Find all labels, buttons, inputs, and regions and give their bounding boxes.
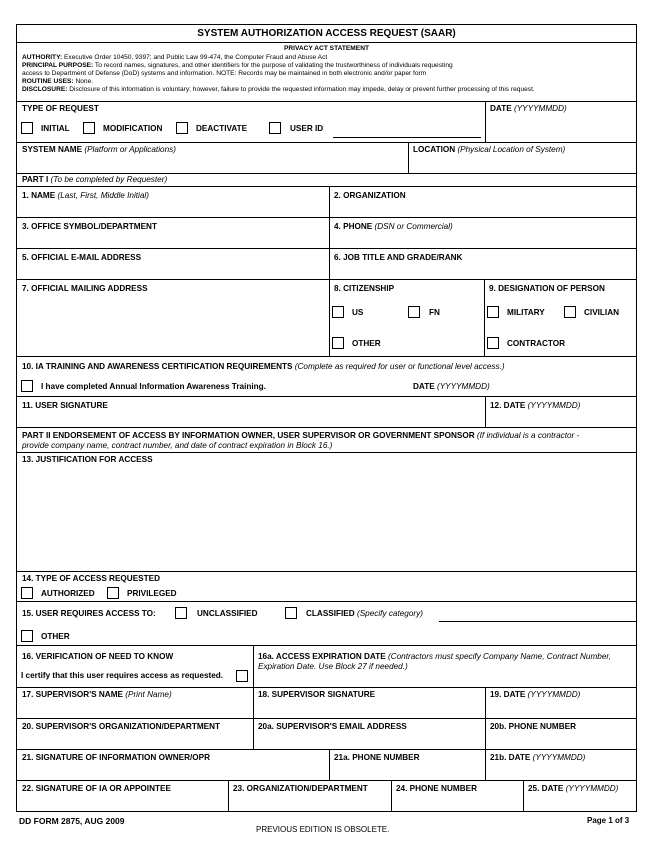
access-type-label: 14. TYPE OF ACCESS REQUESTED bbox=[22, 574, 161, 583]
deactivate-label: DEACTIVATE bbox=[196, 124, 248, 133]
signature-date-label: 12. DATE (YYYYMMDD) bbox=[490, 401, 581, 410]
privacy-heading: PRIVACY ACT STATEMENT bbox=[284, 45, 369, 52]
owner-phone-label: 21a. PHONE NUMBER bbox=[334, 753, 420, 762]
civilian-checkbox[interactable] bbox=[564, 306, 576, 318]
mailing-address-label: 7. OFFICIAL MAILING ADDRESS bbox=[22, 284, 148, 293]
contractor-label: CONTRACTOR bbox=[507, 339, 566, 348]
privileged-label: PRIVILEGED bbox=[127, 589, 177, 598]
part1-header: PART I (To be completed by Requester) bbox=[22, 175, 168, 184]
military-checkbox[interactable] bbox=[487, 306, 499, 318]
supervisor-signature-label: 18. SUPERVISOR SIGNATURE bbox=[258, 690, 376, 699]
citizenship-label: 8. CITIZENSHIP bbox=[334, 284, 395, 293]
user-id-checkbox[interactable] bbox=[269, 122, 281, 134]
ia-organization-label: 23. ORGANIZATION/DEPARTMENT bbox=[233, 784, 368, 793]
supervisor-org-label: 20. SUPERVISOR'S ORGANIZATION/DEPARTMENT bbox=[22, 722, 221, 731]
requires-access-label: 15. USER REQUIRES ACCESS TO: bbox=[22, 609, 156, 618]
page-number: Page 1 of 3 bbox=[587, 816, 630, 825]
modification-checkbox[interactable] bbox=[83, 122, 95, 134]
privileged-checkbox[interactable] bbox=[107, 587, 119, 599]
expiration-label: 16a. ACCESS EXPIRATION DATE (Contractors must specify Company Name, Contract Number, bbox=[258, 652, 611, 661]
form-title: SYSTEM AUTHORIZATION ACCESS REQUEST (SAAR) bbox=[197, 28, 456, 39]
supervisor-email-label: 20a. SUPERVISOR'S EMAIL ADDRESS bbox=[258, 722, 407, 731]
office-symbol-label: 3. OFFICE SYMBOL/DEPARTMENT bbox=[22, 222, 157, 231]
purpose-line-2: access to Department of Defense (DoD) systems and information. NOTE: Records may be maintained in both electronic and/or paper form bbox=[22, 70, 427, 77]
classified-category-field[interactable] bbox=[439, 621, 636, 622]
owner-date-label: 21b. DATE (YYYYMMDD) bbox=[490, 753, 586, 762]
verification-statement: I certify that this user requires access as requested. bbox=[21, 671, 224, 680]
citizenship-other-label: OTHER bbox=[352, 339, 381, 348]
verification-label: 16. VERIFICATION OF NEED TO KNOW bbox=[22, 652, 174, 661]
ia-date-label: DATE (YYYYMMDD) bbox=[413, 382, 490, 391]
civilian-label: CIVILIAN bbox=[584, 308, 620, 317]
phone-label: 4. PHONE (DSN or Commercial) bbox=[334, 222, 453, 231]
unclassified-checkbox[interactable] bbox=[175, 607, 187, 619]
disclosure-line: DISCLOSURE: Disclosure of this information is voluntary; however, failure to provide the requested information may impede, delay or prevent further processing of this request. bbox=[22, 86, 535, 93]
authority-line: AUTHORITY: Executive Order 10450, 9397; and Public Law 99-474, the Computer Fraud and Abuse Act bbox=[22, 54, 328, 61]
system-name-label: SYSTEM NAME (Platform or Applications) bbox=[22, 145, 176, 154]
classified-label: CLASSIFIED (Specify category) bbox=[306, 609, 423, 618]
form-id: DD FORM 2875, AUG 2009 bbox=[19, 816, 125, 826]
ia-training-checkbox[interactable] bbox=[21, 380, 33, 392]
purpose-line: PRINCIPAL PURPOSE: To record names, signatures, and other identifiers for the purpose of validating the trustworthiness of individuals requesting bbox=[22, 62, 453, 69]
citizenship-us-checkbox[interactable] bbox=[332, 306, 344, 318]
classified-checkbox[interactable] bbox=[285, 607, 297, 619]
military-label: MILITARY bbox=[507, 308, 545, 317]
part2-header-line2: provide company name, contract number, and date of contract expiration in Block 16.) bbox=[22, 441, 333, 450]
other-access-label: OTHER bbox=[41, 632, 70, 641]
type-of-request-label: TYPE OF REQUEST bbox=[22, 104, 99, 113]
expiration-hint: Expiration Date. Use Block 27 if needed.) bbox=[258, 662, 408, 671]
ia-training-statement: I have completed Annual Information Awareness Training. bbox=[41, 382, 266, 391]
ia-training-label: 10. IA TRAINING AND AWARENESS CERTIFICATION REQUIREMENTS (Complete as required for user or functional level access.) bbox=[22, 362, 505, 371]
authorized-checkbox[interactable] bbox=[21, 587, 33, 599]
organization-label: 2. ORGANIZATION bbox=[334, 191, 406, 200]
deactivate-checkbox[interactable] bbox=[176, 122, 188, 134]
ia-signature-label: 22. SIGNATURE OF IA OR APPOINTEE bbox=[22, 784, 171, 793]
contractor-checkbox[interactable] bbox=[487, 337, 499, 349]
verification-checkbox[interactable] bbox=[236, 670, 248, 682]
supervisor-phone-label: 20b. PHONE NUMBER bbox=[490, 722, 576, 731]
routine-line: ROUTINE USES: None. bbox=[22, 78, 94, 85]
initial-label: INITIAL bbox=[41, 124, 70, 133]
user-id-label: USER ID bbox=[290, 124, 324, 133]
user-id-field[interactable] bbox=[333, 137, 481, 138]
justification-area[interactable] bbox=[21, 467, 631, 570]
ia-phone-label: 24. PHONE NUMBER bbox=[396, 784, 477, 793]
saar-form bbox=[16, 24, 637, 812]
name-label: 1. NAME (Last, First, Middle Initial) bbox=[22, 191, 149, 200]
citizenship-fn-label: FN bbox=[429, 308, 440, 317]
citizenship-us-label: US bbox=[352, 308, 364, 317]
supervisor-name-label: 17. SUPERVISOR'S NAME (Print Name) bbox=[22, 690, 172, 699]
unclassified-label: UNCLASSIFIED bbox=[197, 609, 258, 618]
ia-date-label: 25. DATE (YYYYMMDD) bbox=[528, 784, 619, 793]
edition-notice: PREVIOUS EDITION IS OBSOLETE. bbox=[256, 825, 390, 834]
citizenship-other-checkbox[interactable] bbox=[332, 337, 344, 349]
part2-header: PART II ENDORSEMENT OF ACCESS BY INFORMATION OWNER, USER SUPERVISOR OR GOVERNMENT SPONSOR (If individual is a contractor - bbox=[22, 431, 580, 440]
job-title-label: 6. JOB TITLE AND GRADE/RANK bbox=[334, 253, 463, 262]
supervisor-date-label: 19. DATE (YYYYMMDD) bbox=[490, 690, 581, 699]
user-signature-label: 11. USER SIGNATURE bbox=[22, 401, 108, 410]
owner-signature-label: 21. SIGNATURE OF INFORMATION OWNER/OPR bbox=[22, 753, 211, 762]
initial-checkbox[interactable] bbox=[21, 122, 33, 134]
request-date-label: DATE (YYYYMMDD) bbox=[490, 104, 567, 113]
email-label: 5. OFFICIAL E-MAIL ADDRESS bbox=[22, 253, 142, 262]
justification-label: 13. JUSTIFICATION FOR ACCESS bbox=[22, 455, 153, 464]
designation-label: 9. DESIGNATION OF PERSON bbox=[489, 284, 605, 293]
other-access-checkbox[interactable] bbox=[21, 630, 33, 642]
location-label: LOCATION (Physical Location of System) bbox=[413, 145, 566, 154]
authorized-label: AUTHORIZED bbox=[41, 589, 95, 598]
citizenship-fn-checkbox[interactable] bbox=[408, 306, 420, 318]
modification-label: MODIFICATION bbox=[103, 124, 163, 133]
